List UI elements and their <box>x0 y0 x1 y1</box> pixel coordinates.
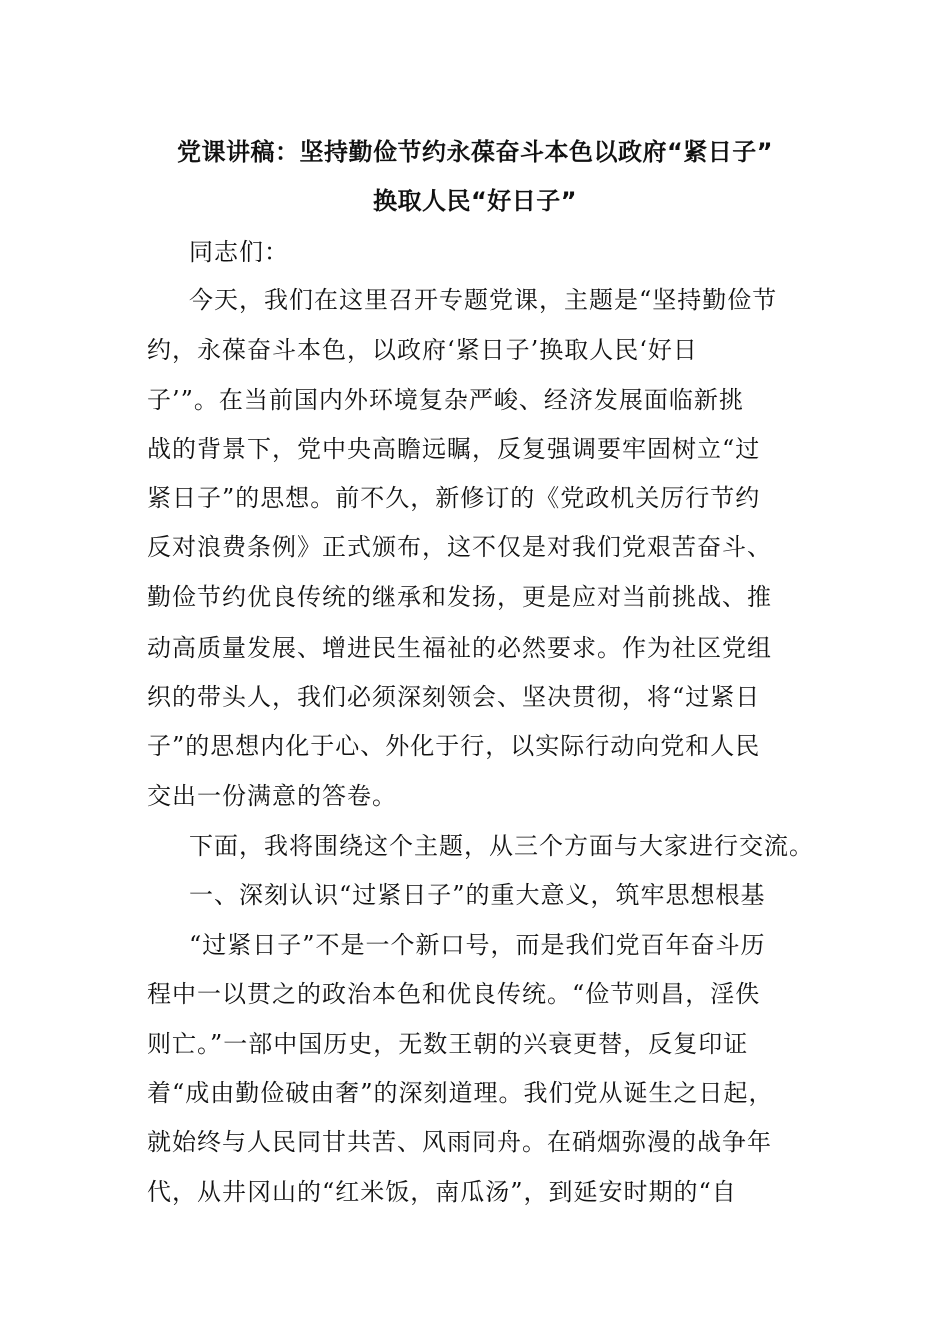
paragraph-line: 子”的思想内化于心、外化于行，以实际行动向党和人民 <box>147 732 761 760</box>
paragraph-line: 紧日子”的思想。前不久，新修订的《党政机关厉行节约 <box>147 484 761 512</box>
paragraph-line: 今天，我们在这里召开专题党课，主题是“坚持勤俭节 <box>189 286 778 314</box>
salutation: 同志们： <box>189 238 289 266</box>
paragraph-line: 战的背景下，党中央高瞻远瞩，反复强调要牢固树立“过 <box>147 435 761 463</box>
section-heading: 一、深刻认识“过紧日子”的重大意义，筑牢思想根基 <box>189 881 766 909</box>
paragraph-line: 就始终与人民同甘共苦、风雨同舟。在硝烟弥漫的战争年 <box>147 1128 772 1156</box>
paragraph-line: 反对浪费条例》正式颁布，这不仅是对我们党艰苦奋斗、 <box>147 533 772 561</box>
paragraph-line: 动高质量发展、增进民生福祉的必然要求。作为社区党组 <box>147 634 772 662</box>
document-title-line-2: 换取人民“好日子” <box>372 187 578 215</box>
paragraph-line: 子’”。在当前国内外环境复杂严峻、经济发展面临新挑 <box>147 386 744 414</box>
paragraph-line: 着“成由勤俭破由奢”的深刻道理。我们党从诞生之日起， <box>147 1079 774 1107</box>
document-title-line-1: 党课讲稿：坚持勤俭节约永葆奋斗本色以政府“紧日子” <box>176 138 774 166</box>
paragraph-line: 约，永葆奋斗本色，以政府‘紧日子’换取人民‘好日 <box>147 336 698 364</box>
paragraph-line: 勤俭节约优良传统的继承和发扬，更是应对当前挑战、推 <box>147 583 772 611</box>
paragraph-line: 下面，我将围绕这个主题，从三个方面与大家进行交流。 <box>189 832 814 860</box>
paragraph-line: “过紧日子”不是一个新口号，而是我们党百年奋斗历 <box>189 931 766 959</box>
paragraph-line: 程中一以贯之的政治本色和优良传统。“俭节则昌，淫佚 <box>147 980 761 1008</box>
paragraph-line: 则亡。”一部中国历史，无数王朝的兴衰更替，反复印证 <box>147 1030 749 1058</box>
paragraph-line: 代，从井冈山的“红米饭，南瓜汤”，到延安时期的“自 <box>147 1178 737 1206</box>
paragraph-line: 交出一份满意的答卷。 <box>147 782 397 810</box>
paragraph-line: 织的带头人，我们必须深刻领会、坚决贯彻，将“过紧日 <box>147 683 761 711</box>
